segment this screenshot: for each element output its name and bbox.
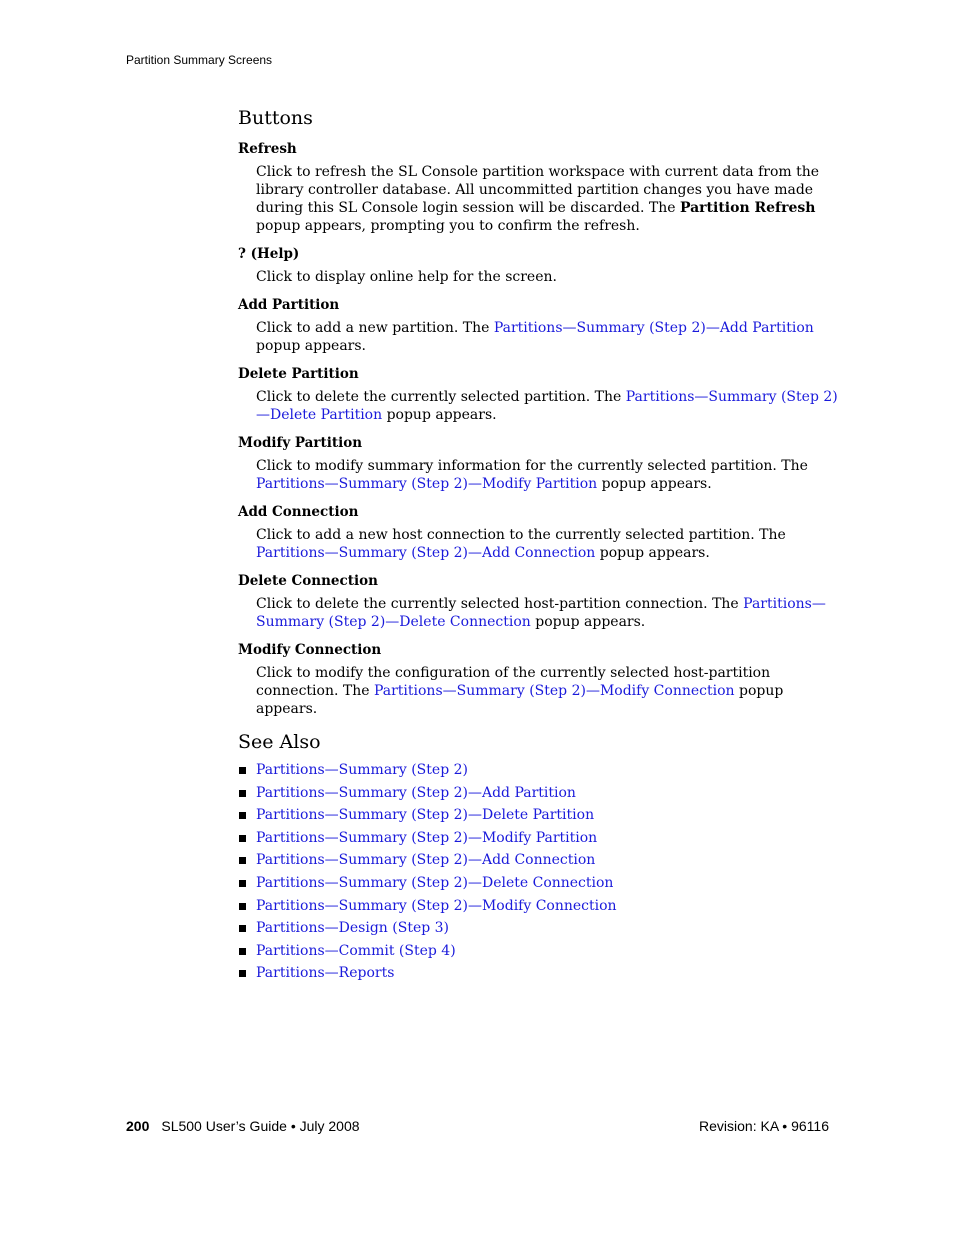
see-also-list	[238, 759, 838, 985]
help-description: Click to display online help for the screen.	[256, 269, 557, 285]
modify-partition-text-1: Click to modify summary information for the currently selected partition. The	[256, 458, 808, 474]
bullet-icon	[239, 835, 246, 842]
bullet-icon	[239, 925, 246, 932]
add-connection-description	[256, 526, 838, 562]
delete-partition-description	[256, 388, 838, 424]
delete-connection-term: Delete Connection	[238, 573, 378, 589]
list-item	[238, 804, 838, 827]
refresh-text-1: Click to refresh the SL Console partition workspace with current data from the library controller database. All uncommitted partition changes you have made during this SL Console login session will be discarded. The	[256, 164, 820, 216]
modify-partition-text-2: popup appears.	[597, 476, 712, 492]
see-also-link[interactable]: Partitions—Summary (Step 2)—Add Connection	[256, 852, 596, 869]
list-item	[238, 895, 838, 918]
publication-date: July 2008	[299, 1118, 360, 1134]
list-item	[238, 849, 838, 872]
add-partition-term: Add Partition	[238, 297, 340, 313]
modify-connection-term: Modify Connection	[238, 642, 382, 658]
modify-connection-entry	[238, 641, 838, 718]
document-number: 96116	[791, 1118, 829, 1134]
modify-partition-term: Modify Partition	[238, 435, 363, 451]
bullet-icon	[239, 790, 246, 797]
see-also-link[interactable]: Partitions—Summary (Step 2)—Modify Connection	[256, 897, 617, 914]
see-also-link[interactable]: Partitions—Reports	[256, 965, 395, 982]
add-partition-text-1: Click to add a new partition. The	[256, 320, 494, 336]
refresh-description	[256, 163, 838, 235]
list-item	[238, 940, 838, 963]
list-item	[238, 759, 838, 782]
list-item	[238, 827, 838, 850]
delete-connection-entry	[238, 572, 838, 631]
refresh-term: Refresh	[238, 141, 297, 157]
help-entry	[238, 245, 838, 286]
bullet-icon	[239, 970, 246, 977]
list-item	[238, 782, 838, 805]
footer-right	[699, 1118, 829, 1134]
add-connection-entry	[238, 503, 838, 562]
add-connection-text-1: Click to add a new host connection to the currently selected partition. The	[256, 527, 786, 543]
add-connection-text-2: popup appears.	[595, 545, 710, 561]
delete-partition-text-2: popup appears.	[382, 407, 497, 423]
bullet-icon	[239, 948, 246, 955]
bullet-icon	[239, 767, 246, 774]
modify-partition-link[interactable]: Partitions—Summary (Step 2)—Modify Partition	[256, 476, 598, 492]
delete-connection-text-2: popup appears.	[530, 614, 646, 630]
page-content	[238, 104, 838, 985]
footer-separator: •	[290, 1118, 296, 1134]
see-also-link[interactable]: Partitions—Summary (Step 2)	[256, 762, 468, 778]
footer-left	[126, 1118, 360, 1134]
bullet-icon	[239, 812, 246, 819]
modify-connection-text-2: popup appears.	[256, 683, 784, 717]
see-also-link[interactable]: Partitions—Summary (Step 2)—Add Partition	[256, 784, 576, 801]
delete-partition-text-1: Click to delete the currently selected partition. The	[256, 389, 626, 405]
delete-partition-link[interactable]: Partitions—Summary (Step 2)—Delete Partition	[256, 389, 838, 423]
book-title: SL500 User’s Guide	[161, 1118, 287, 1134]
bullet-icon	[239, 880, 246, 887]
see-also-link[interactable]: Partitions—Commit (Step 4)	[256, 942, 456, 959]
delete-partition-entry	[238, 365, 838, 424]
list-item	[238, 872, 838, 895]
modify-connection-text-1: Click to modify the configuration of the currently selected host-partition connection. The	[256, 665, 771, 699]
refresh-text-2: popup appears, prompting you to confirm the refresh.	[256, 218, 640, 234]
add-partition-link[interactable]: Partitions—Summary (Step 2)—Add Partition	[493, 320, 814, 336]
buttons-heading: Buttons	[238, 107, 313, 129]
add-partition-description	[256, 319, 838, 355]
see-also-link[interactable]: Partitions—Summary (Step 2)—Delete Partition	[256, 807, 595, 824]
list-item	[238, 962, 838, 985]
refresh-entry	[238, 140, 838, 235]
see-also-heading: See Also	[238, 731, 321, 753]
see-also-link[interactable]: Partitions—Summary (Step 2)—Delete Connection	[256, 874, 614, 891]
add-partition-text-2: popup appears.	[256, 338, 367, 354]
delete-connection-text-1: Click to delete the currently selected host-partition connection. The	[256, 596, 744, 612]
partition-refresh-bold: Partition Refresh	[679, 200, 816, 216]
list-item	[238, 917, 838, 940]
delete-connection-link[interactable]: Partitions—Summary (Step 2)—Delete Connection	[256, 596, 826, 630]
delete-partition-term: Delete Partition	[238, 366, 359, 382]
delete-connection-description	[256, 595, 838, 631]
bullet-icon	[239, 903, 246, 910]
page-number: 200	[126, 1118, 150, 1134]
help-term: ? (Help)	[238, 246, 300, 262]
modify-partition-description	[256, 457, 838, 493]
footer-separator-2: •	[782, 1118, 788, 1134]
modify-connection-description	[256, 664, 838, 718]
modify-connection-link[interactable]: Partitions—Summary (Step 2)—Modify Connection	[373, 683, 735, 699]
add-connection-link[interactable]: Partitions—Summary (Step 2)—Add Connection	[256, 545, 596, 561]
running-header: Partition Summary Screens	[126, 53, 273, 67]
bullet-icon	[239, 857, 246, 864]
see-also-link[interactable]: Partitions—Design (Step 3)	[256, 920, 450, 937]
add-partition-entry	[238, 296, 838, 355]
revision: Revision: KA	[699, 1118, 779, 1134]
modify-partition-entry	[238, 434, 838, 493]
add-connection-term: Add Connection	[238, 504, 359, 520]
see-also-link[interactable]: Partitions—Summary (Step 2)—Modify Partition	[256, 829, 598, 846]
